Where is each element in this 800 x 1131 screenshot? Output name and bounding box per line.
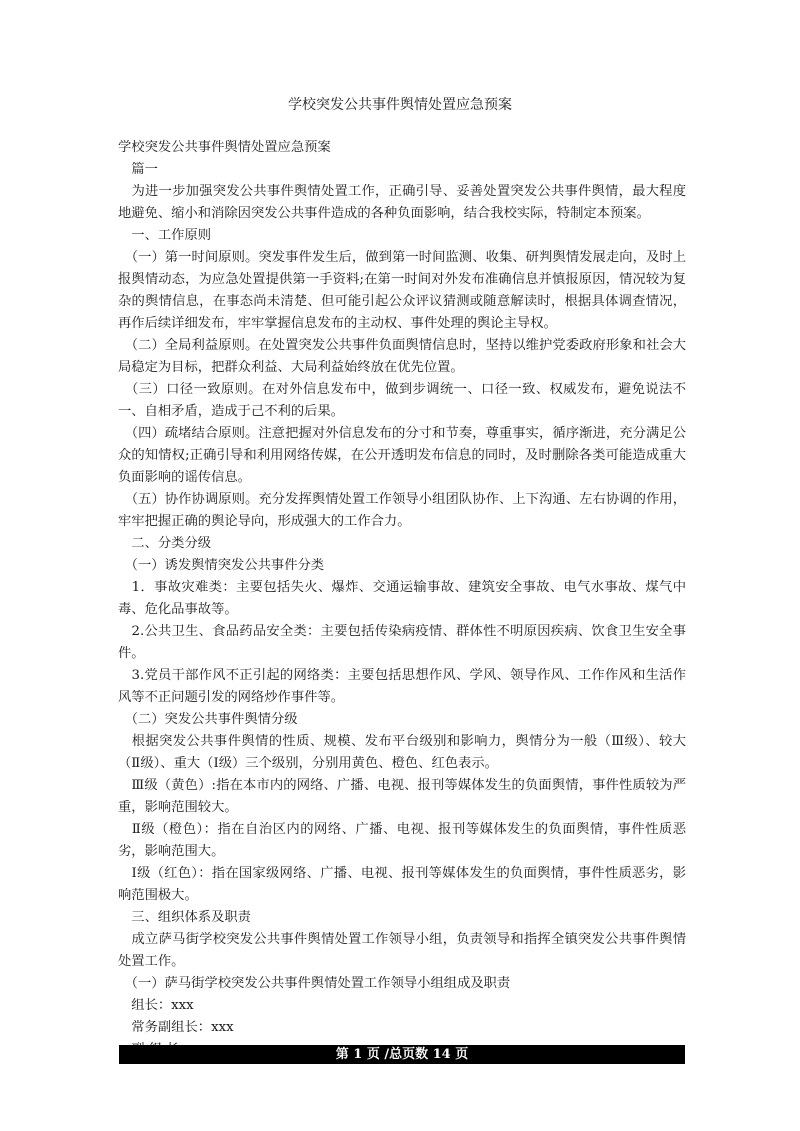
heading-organization: 三、组织体系及职责 <box>118 910 251 925</box>
paragraph-level-1: Ⅰ级（红色）：指在国家级网络、广播、电视、报刊等媒体发生的负面舆情，事件性质恶劣，影响范围极大。 <box>118 866 686 903</box>
subheading-grading: （二）突发公共事件舆情分级 <box>118 712 298 727</box>
paragraph-subtitle: 学校突发公共事件舆情处置应急预案 <box>118 140 331 155</box>
document-body <box>118 137 686 1061</box>
paragraph-principle-3: （三）口径一致原则。在对外信息发布中，做到步调统一、口径一致、权威发布，避免说法不一、自相矛盾，造成于己不利的后果。 <box>118 382 686 419</box>
paragraph-intro: 为进一步加强突发公共事件舆情处置工作，正确引导、妥善处置突发公共事件舆情，最大程度地避免、缩小和消除因突发公共事件造成的各种负面影响，结合我校实际，特制定本预案。 <box>118 184 686 221</box>
paragraph-organization: 成立萨马街学校突发公共事件舆情处置工作领导小组，负责领导和指挥全镇突发公共事件舆情处置工作。 <box>118 932 686 969</box>
paragraph-section-label: 篇一 <box>118 162 158 177</box>
heading-classification: 二、分类分级 <box>118 536 212 551</box>
paragraph-leader: 组长：xxx <box>118 998 194 1013</box>
list-item-type-1: 1．事故灾难类：主要包括失火、爆炸、交通运输事故、建筑安全事故、电气水事故、煤气中毒、危化品事故等。 <box>118 580 686 617</box>
paragraph-level-3: Ⅲ级（黄色）:指在本市内的网络、广播、电视、报刊等媒体发生的负面舆情，事件性质较为严重，影响范围较大。 <box>118 778 686 815</box>
paragraph-principle-1: （一）第一时间原则。突发事件发生后，做到第一时间监测、收集、研判舆情发展走向，及时上报舆情动态，为应急处置提供第一手资料;在第一时间对外发布准确信息并慎报原因，情况较为复杂的舆情信息，在事态尚未清楚、但可能引起公众评议猜测或随意解读时，根据具体调查情况，再作后续详细发布，牢牢掌握信息发布的主动权、事件处理的舆论主导权。 <box>118 250 686 331</box>
page-indicator: 第 1 页 /总页数 14 页 <box>335 1047 469 1062</box>
heading-work-principles: 一、工作原则 <box>118 228 212 243</box>
paragraph-principle-5: （五）协作协调原则。充分发挥舆情处置工作领导小组团队协作、上下沟通、左右协调的作用，牢牢把握正确的舆论导向，形成强大的工作合力。 <box>118 492 686 529</box>
list-item-type-3: 3.党员干部作风不正引起的网络类：主要包括思想作风、学风、领导作风、工作作风和生活作风等不正问题引发的网络炒作事件等。 <box>118 668 686 705</box>
subheading-leadership-group: （一）萨马街学校突发公共事件舆情处置工作领导小组组成及职责 <box>118 976 511 991</box>
subheading-event-types: （一）诱发舆情突发公共事件分类 <box>118 558 325 573</box>
paragraph-principle-2: （二）全局利益原则。在处置突发公共事件负面舆情信息时，坚持以维护党委政府形象和社会大局稳定为目标，把群众利益、大局利益始终放在优先位置。 <box>118 338 686 375</box>
paragraph-executive-deputy: 常务副组长：xxx <box>118 1020 234 1035</box>
page-footer <box>119 1045 685 1064</box>
list-item-type-2: 2.公共卫生、食品药品安全类：主要包括传染病疫情、群体性不明原因疾病、饮食卫生安全事件。 <box>118 624 686 661</box>
paragraph-grading-intro: 根据突发公共事件舆情的性质、规模、发布平台级别和影响力，舆情分为一般（Ⅲ级）、较大（Ⅱ级）、重大（Ⅰ级）三个级别，分别用黄色、橙色、红色表示。 <box>118 734 686 771</box>
page-title: 学校突发公共事件舆情处置应急预案 <box>288 97 512 113</box>
paragraph-level-2: Ⅱ级（橙色）：指在自治区内的网络、广播、电视、报刊等媒体发生的负面舆情，事件性质恶劣，影响范围大。 <box>118 822 686 859</box>
paragraph-principle-4: （四）疏堵结合原则。注意把握对外信息发布的分寸和节奏，尊重事实，循序渐进，充分满足公众的知情权;正确引导和利用网络传媒，在公开透明发布信息的同时，及时删除各类可能造成重大负面影响的谣传信息。 <box>118 426 686 485</box>
